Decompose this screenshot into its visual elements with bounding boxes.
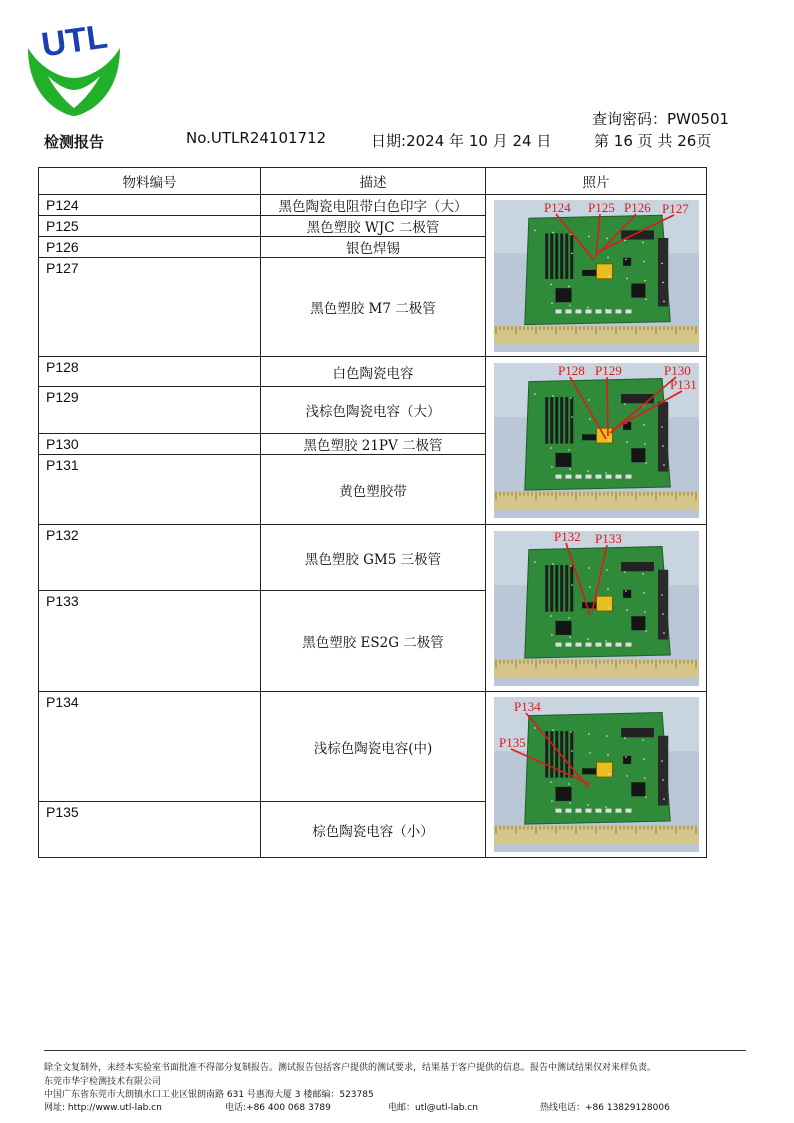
report-title: 检测报告	[44, 133, 105, 151]
footer-phone: 电话:+86 400 068 3789	[225, 1103, 331, 1113]
material-desc: 白色陶瓷电容	[261, 357, 486, 387]
footer-company: 东莞市华宇检测技术有限公司	[44, 1077, 162, 1087]
footer-address: 中国广东省东莞市大朗镇水口工业区银朗南路 631 号惠海大厦 3 楼邮编：523785	[44, 1090, 374, 1100]
material-code: P135	[39, 802, 261, 858]
utl-logo	[18, 8, 130, 120]
material-desc: 浅棕色陶瓷电容（大）	[261, 387, 486, 434]
callout-label: P131	[669, 377, 697, 392]
callout-label: P129	[594, 363, 622, 378]
material-code: P130	[39, 434, 261, 455]
callout-label: P126	[623, 199, 651, 215]
material-desc: 黑色塑胶 21PV 二极管	[261, 434, 486, 455]
materials-table	[38, 167, 707, 858]
table-row	[39, 357, 707, 387]
pcb-photo	[494, 200, 699, 352]
material-code: P131	[39, 455, 261, 525]
material-code: P126	[39, 237, 261, 258]
table-row	[39, 195, 707, 216]
material-desc: 黑色塑胶 WJC 二极管	[261, 216, 486, 237]
material-code: P132	[39, 525, 261, 591]
header-photo: 照片	[486, 168, 707, 195]
footer-website[interactable]: 网址: http://www.utl-lab.cn	[44, 1103, 162, 1113]
material-code: P125	[39, 216, 261, 237]
material-desc: 黑色陶瓷电阻带白色印字（大）	[261, 195, 486, 216]
material-code: P129	[39, 387, 261, 434]
query-code: 查询密码：PW0501	[592, 110, 730, 128]
callout-label: P132	[553, 530, 581, 544]
material-desc: 黑色塑胶 GM5 三极管	[261, 525, 486, 591]
pcb-photo	[494, 697, 699, 852]
footer-rule	[44, 1050, 746, 1051]
pcb-photo	[494, 363, 699, 518]
page-indicator: 第 16 页 共 26页	[594, 132, 712, 150]
material-code: P128	[39, 357, 261, 387]
callout-label: P133	[594, 530, 622, 546]
material-code: P134	[39, 692, 261, 802]
callout-arrow	[607, 377, 608, 436]
footer-hotline: 热线电话：+86 13829128006	[540, 1103, 670, 1113]
callout-label: P130	[663, 363, 691, 378]
report-date: 日期:2024 年 10 月 24 日	[371, 132, 552, 150]
material-code: P124	[39, 195, 261, 216]
material-desc: 黑色塑胶 M7 二极管	[261, 258, 486, 357]
material-code: P127	[39, 258, 261, 357]
callout-label: P134	[513, 699, 541, 714]
pcb-photo	[494, 531, 699, 686]
photo-cell	[486, 525, 707, 692]
report-number: No.UTLR24101712	[186, 129, 327, 147]
material-code: P133	[39, 591, 261, 692]
header-material-no: 物料编号	[39, 168, 261, 195]
material-desc: 浅棕色陶瓷电容(中)	[261, 692, 486, 802]
header-description: 描述	[261, 168, 486, 195]
photo-cell	[486, 357, 707, 525]
table-row	[39, 692, 707, 802]
logo-text: UTL	[39, 17, 110, 65]
footer-email[interactable]: 电邮：utl@utl-lab.cn	[388, 1103, 478, 1113]
material-desc: 黄色塑胶带	[261, 455, 486, 525]
photo-cell	[486, 195, 707, 357]
callout-label: P128	[557, 363, 585, 378]
table-row	[39, 525, 707, 591]
callout-label: P125	[587, 199, 615, 215]
footer-notice: 除全文复制外，未经本实验室书面批准不得部分复制报告。测试报告包括客户提供的测试要求，结果基于客户提供的信息。报告中测试结果仅对来样负责。	[44, 1063, 657, 1073]
material-desc: 银色焊锡	[261, 237, 486, 258]
callout-label: P127	[661, 200, 689, 216]
photo-cell	[486, 692, 707, 858]
callout-label: P135	[498, 735, 526, 750]
material-desc: 棕色陶瓷电容（小）	[261, 802, 486, 858]
material-desc: 黑色塑胶 ES2G 二极管	[261, 591, 486, 692]
callout-label: P124	[543, 199, 571, 215]
